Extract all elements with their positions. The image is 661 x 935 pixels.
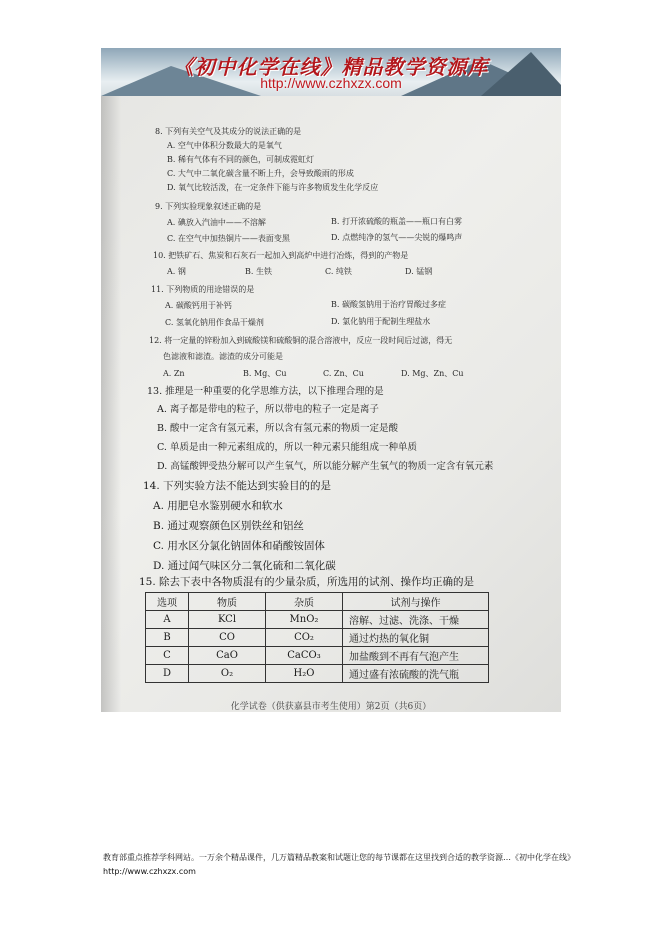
table-cell: B [146,629,189,647]
option: D. Mg、Zn、Cu [401,369,464,378]
table-cell: KCl [189,611,266,629]
question-stem-continued: 色滤液和滤渣。滤渣的成分可能是 [163,352,283,361]
option: A. 用肥皂水鉴别硬水和软水 [153,500,283,512]
question-stem: 11. 下列物质的用途错误的是 [151,285,255,294]
question-stem: 13. 推理是一种重要的化学思维方法，以下推理合理的是 [147,386,384,397]
option: B. 通过观察颜色区别铁丝和铝丝 [153,520,304,532]
table-cell: D [146,665,189,683]
impurity-table [145,592,489,683]
banner-title: 《初中化学在线》精品教学资源库 [173,55,489,79]
option: C. Zn、Cu [323,369,364,378]
option: B. Mg、Cu [243,369,287,378]
option: A. 空气中体积分数最大的是氧气 [167,141,282,150]
table-cell: C [146,647,189,665]
option: A. 钢 [167,267,186,276]
table-row [146,665,489,683]
option: C. 单质是由一种元素组成的，所以一种元素只能组成一种单质 [157,442,417,453]
question-stem: 15. 除去下表中各物质混有的少量杂质，所选用的试剂、操作均正确的是 [139,576,475,588]
table-cell: CaCO₃ [266,647,343,665]
option: D. 锰钢 [405,267,433,276]
option: B. 生铁 [245,267,272,276]
question-stem: 12. 将一定量的锌粉加入到硫酸镁和硫酸铜的混合溶液中，反应一段时间后过滤，得无 [149,336,453,345]
option: C. 在空气中加热铜片——表面变黑 [167,234,290,243]
banner-url[interactable]: http://www.czhxzx.com [260,75,402,91]
option: A. 碘放入汽油中——不溶解 [167,218,266,227]
table-cell: O₂ [189,665,266,683]
table-cell: 加盐酸到不再有气泡产生 [343,647,489,665]
table-header-row [146,593,489,611]
option: D. 高锰酸钾受热分解可以产生氧气，所以能分解产生氧气的物质一定含有氧元素 [157,461,494,472]
table-row [146,647,489,665]
option: B. 碳酸氢钠用于治疗胃酸过多症 [331,300,446,309]
table-cell: CO₂ [266,629,343,647]
question-stem: 10. 把铁矿石、焦炭和石灰石一起加入到高炉中进行冶炼，得到的产物是 [153,251,409,260]
table-row [146,629,489,647]
photo-shadow [101,96,121,712]
table-cell: H₂O [266,665,343,683]
option: A. Zn [163,369,185,378]
option: B. 稀有气体有不同的颜色，可制成霓虹灯 [167,155,314,164]
option: B. 酸中一定含有氢元素，所以含有氢元素的物质一定是酸 [157,423,399,434]
site-caption: 教育部重点推荐学科网站。一万余个精品课件，几万篇精品教案和试题让您的每节课都在这里找到合适的教学资源…《初中化学在线》http://www.czhxzx.com [103,853,571,876]
table-header: 试剂与操作 [343,593,489,611]
table-header: 物质 [189,593,266,611]
option: C. 大气中二氧化碳含量不断上升，会导致酸雨的形成 [167,169,354,178]
table-row [146,611,489,629]
table-cell: 通过灼热的氧化铜 [343,629,489,647]
table-header: 选项 [146,593,189,611]
option: D. 氯化钠用于配制生理盐水 [331,317,431,326]
table-cell: A [146,611,189,629]
option: B. 打开浓硫酸的瓶盖——瓶口有白雾 [331,217,462,226]
option: C. 用水区分氯化钠固体和硝酸铵固体 [153,540,325,552]
table-cell: CaO [189,647,266,665]
question-stem: 8. 下列有关空气及其成分的说法正确的是 [155,127,302,136]
question-stem: 9. 下列实验现象叙述正确的是 [155,202,262,211]
option: A. 碳酸钙用于补钙 [165,301,232,310]
table-cell: CO [189,629,266,647]
site-banner [101,48,561,96]
option: D. 氧气比较活泼，在一定条件下能与许多物质发生化学反应 [167,183,379,192]
table-header: 杂质 [266,593,343,611]
option: D. 点燃纯净的氢气——尖锐的爆鸣声 [331,233,463,242]
option: D. 通过闻气味区分二氧化硫和二氧化碳 [153,560,336,572]
table-cell: 通过盛有浓硫酸的洗气瓶 [343,665,489,683]
table-cell: MnO₂ [266,611,343,629]
option: C. 纯铁 [325,267,352,276]
table-cell: 溶解、过滤、洗涤、干燥 [343,611,489,629]
question-stem: 14. 下列实验方法不能达到实验目的的是 [143,480,332,492]
option: C. 氢氧化钠用作食品干燥剂 [165,318,264,327]
exam-photo [101,96,561,712]
option: A. 离子都是带电的粒子，所以带电的粒子一定是离子 [157,404,379,415]
exam-page-footer: 化学试卷（供获嘉县市考生使用）第2页（共6页） [230,702,432,712]
